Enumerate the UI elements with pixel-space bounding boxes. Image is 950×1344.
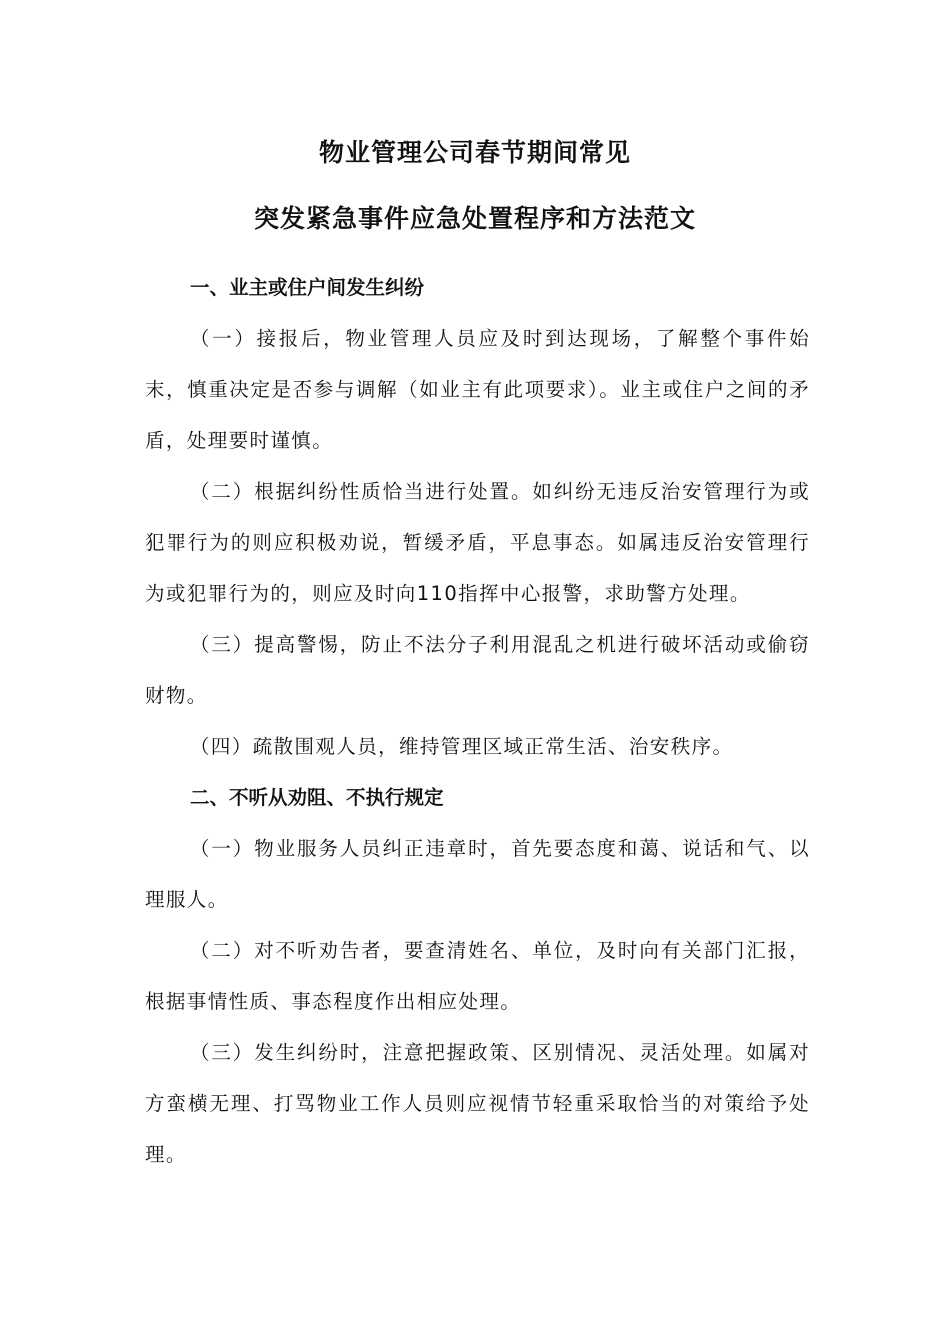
document-title-line-1: 物业管理公司春节期间常见: [318, 138, 631, 167]
section-paragraph: （二）根据纠纷性质恰当进行处置。如纠纷无违反治安管理行为或犯罪行为的则应积极劝说，暂缓矛盾，平息事态。如属违反治安管理行为或犯罪行为的，则应及时向110指挥中心报警，求助警方处理。: [145, 480, 810, 605]
section-2: [145, 772, 810, 1180]
section-paragraph: （四）疏散围观人员，维持管理区域正常生活、治安秩序。: [190, 735, 734, 758]
document-body: [145, 262, 810, 1180]
section-heading: 二、不听从劝阻、不执行规定: [190, 786, 444, 809]
section-heading: 一、业主或住户间发生纠纷: [190, 276, 425, 299]
section-paragraph: （三）发生纠纷时，注意把握政策、区别情况、灵活处理。如属对方蛮横无理、打骂物业工作人员则应视情节轻重采取恰当的对策给予处理。: [145, 1041, 810, 1166]
section-1: [145, 262, 810, 772]
section-paragraph: （二）对不听劝告者，要查清姓名、单位，及时向有关部门汇报，根据事情性质、事态程度作出相应处理。: [145, 939, 810, 1013]
section-paragraph: （一）物业服务人员纠正违章时，首先要态度和蔼、说话和气、以理服人。: [145, 837, 810, 911]
section-paragraph: （三）提高警惕，防止不法分子利用混乱之机进行破坏活动或偷窃财物。: [145, 633, 810, 707]
section-paragraph: （一）接报后，物业管理人员应及时到达现场，了解整个事件始末，慎重决定是否参与调解（如业主有此项要求）。业主或住户之间的矛盾，处理要时谨慎。: [145, 327, 810, 452]
document-title-line-2: 突发紧急事件应急处置程序和方法范文: [253, 204, 696, 233]
